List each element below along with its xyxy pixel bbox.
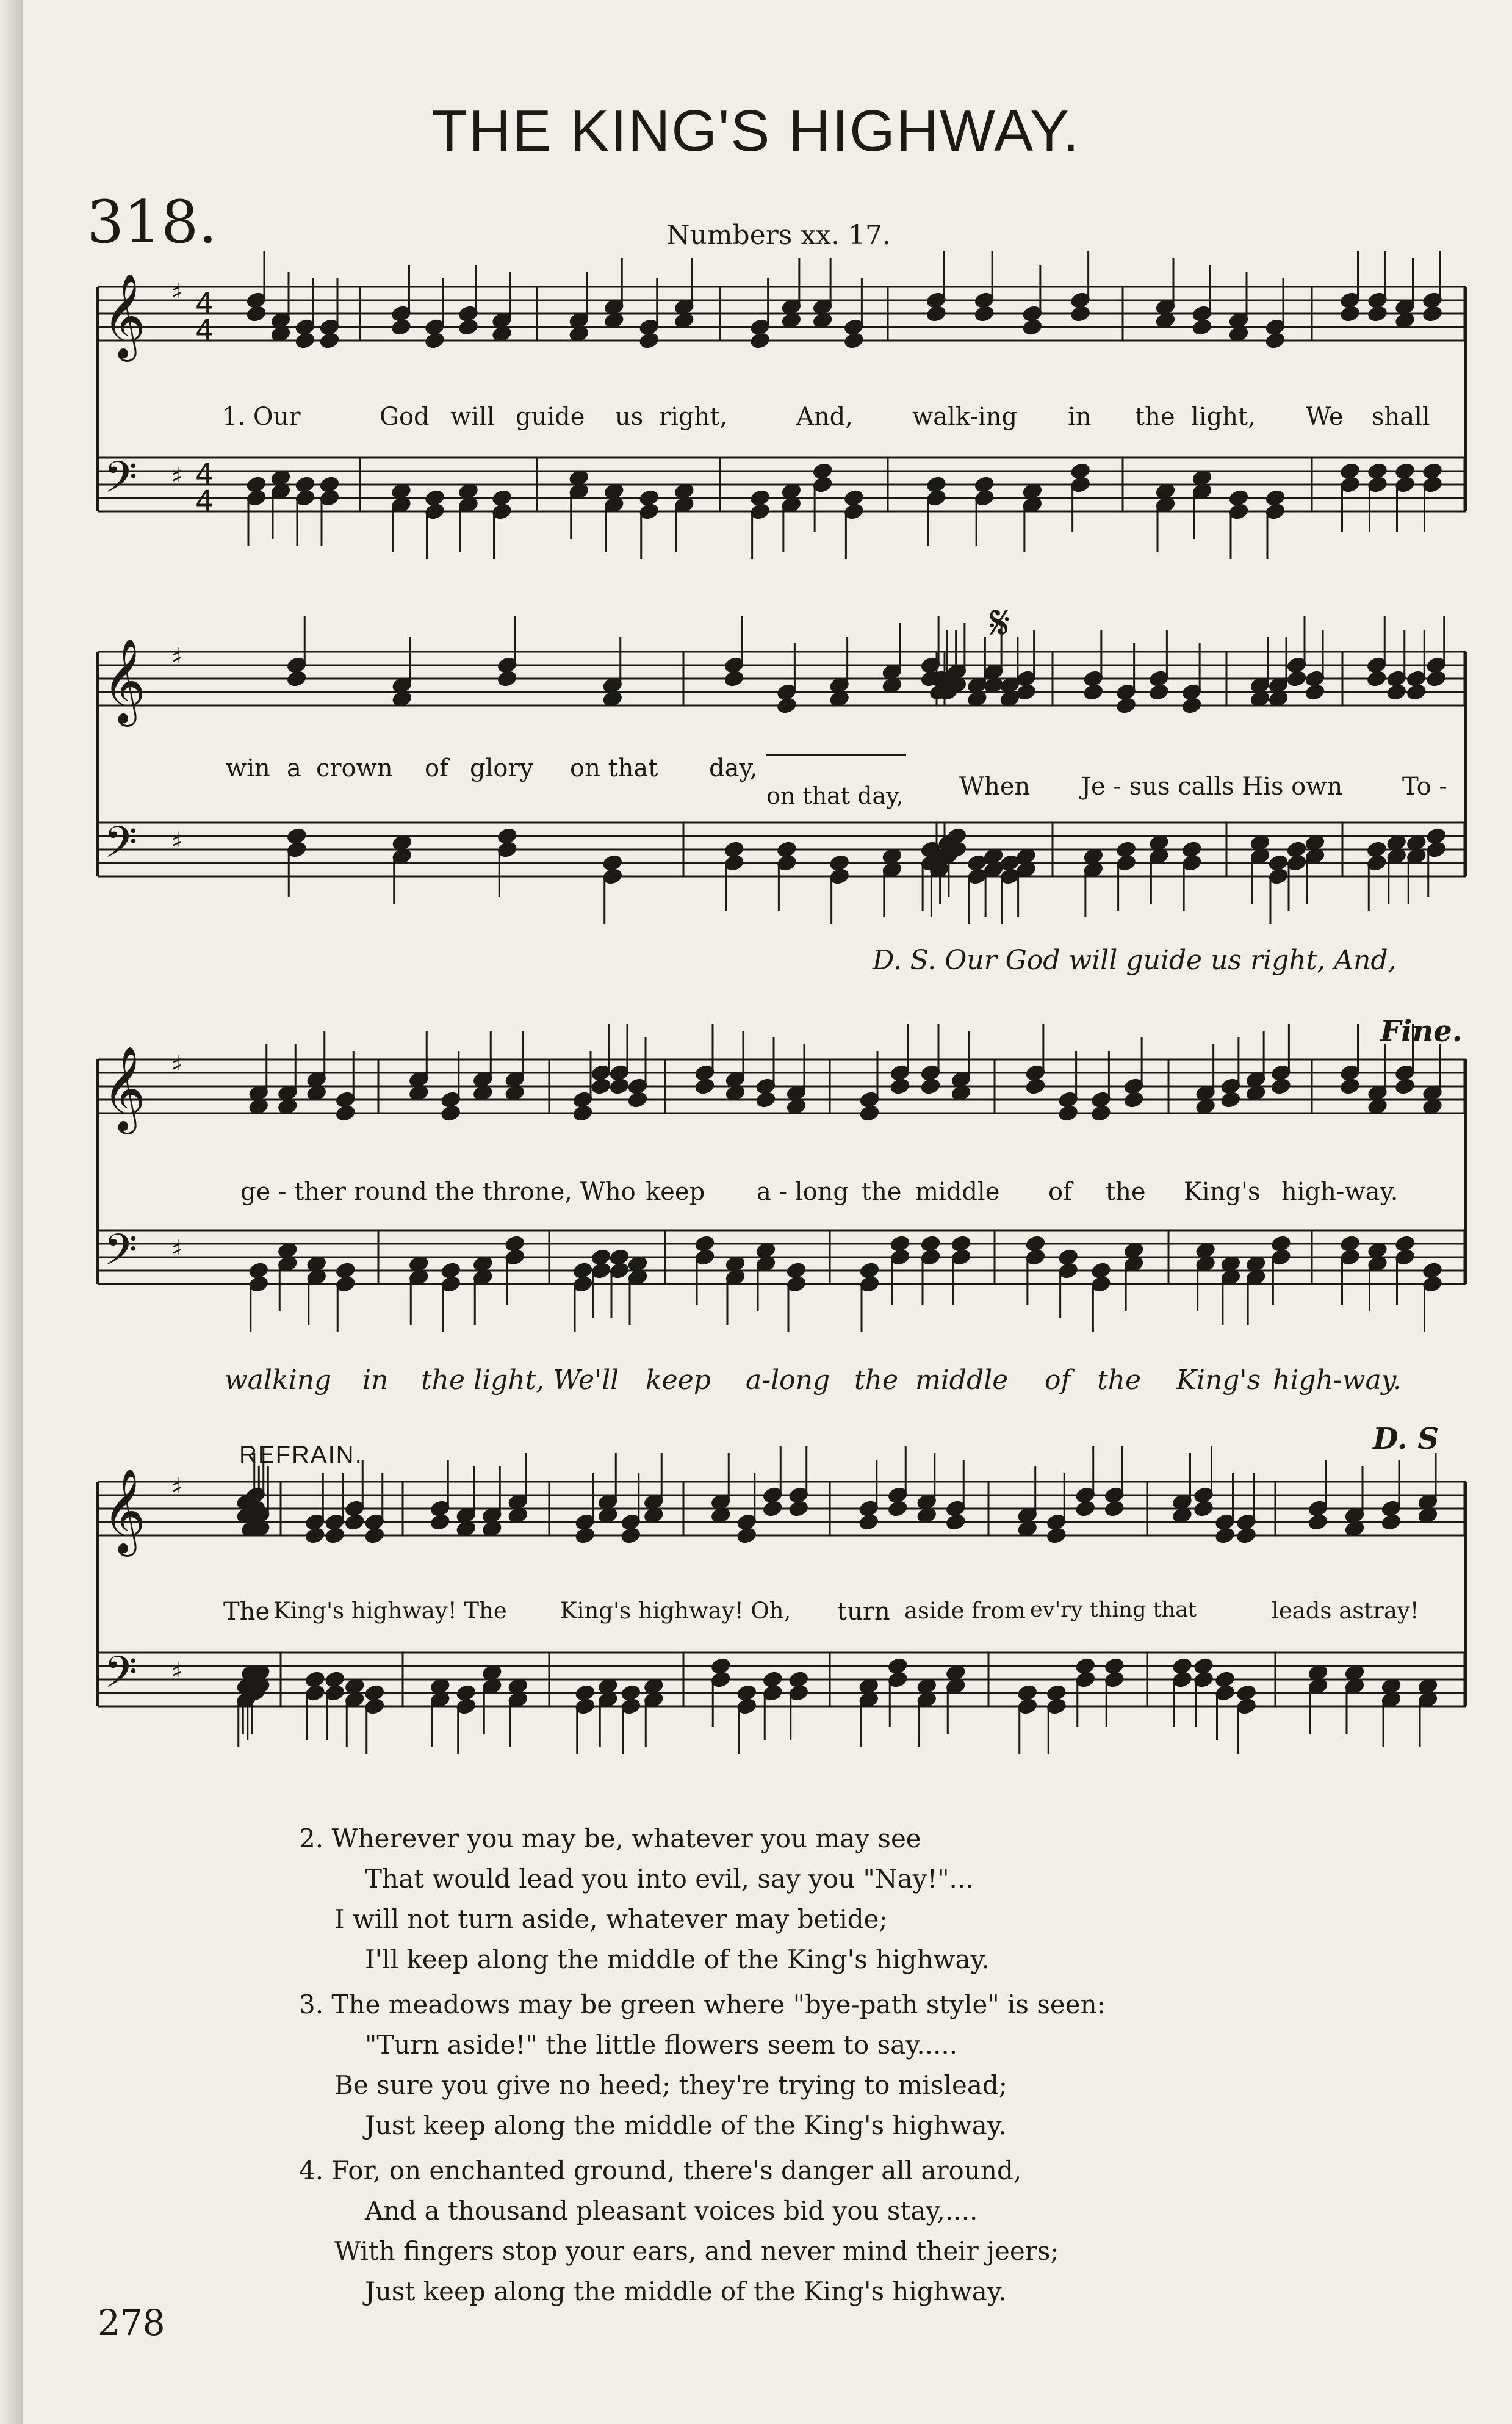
bass-clef-icon: 𝄢 [104, 1647, 138, 1708]
notehead [305, 1527, 325, 1544]
notehead [336, 1105, 356, 1122]
treble-clef-icon: 𝄞 [103, 638, 146, 723]
notehead [572, 1262, 592, 1279]
notehead [999, 854, 1020, 871]
notehead [736, 1684, 757, 1701]
fine-mark: Fine. [1380, 1014, 1463, 1048]
lyric-s3-2: a - long [757, 1178, 849, 1206]
ds3-1: in [362, 1365, 389, 1396]
time-signature-icon: 4 [195, 314, 214, 348]
notehead [575, 1527, 595, 1544]
notehead [1395, 1078, 1415, 1095]
notehead [1422, 305, 1442, 322]
notehead [788, 1671, 808, 1688]
notehead [1193, 1500, 1214, 1517]
notehead [763, 1671, 783, 1688]
lyric-s4-5: ev'ry thing that [1030, 1598, 1197, 1622]
lyric-s1-6: And, [796, 403, 853, 431]
notehead [888, 1657, 908, 1675]
notehead [602, 854, 622, 871]
treble-clef-icon: 𝄞 [103, 1046, 146, 1131]
lyric-s1-2: will [450, 403, 495, 431]
notehead [1091, 1105, 1111, 1122]
treble-clef-icon: 𝄞 [103, 1468, 146, 1553]
notehead [1116, 697, 1136, 714]
notehead [319, 476, 339, 493]
notehead [1104, 1500, 1125, 1517]
notehead [295, 332, 315, 349]
bass-clef-icon: 𝄢 [104, 452, 138, 513]
notehead [1286, 841, 1306, 858]
lyric-s2-7: When [959, 773, 1031, 801]
ds3-6: the [854, 1365, 899, 1396]
notehead [425, 332, 445, 349]
notehead [1182, 697, 1202, 714]
notehead [1386, 684, 1406, 701]
notehead [505, 1235, 525, 1252]
lyric-s4-4: aside from [904, 1598, 1026, 1624]
notehead [1025, 1078, 1045, 1095]
lyric-s3-5: of [1048, 1178, 1072, 1206]
sharp-icon: ♯ [171, 278, 183, 306]
notehead [1367, 463, 1388, 480]
lyric-s2-2: crown [316, 754, 393, 782]
notehead [639, 332, 659, 349]
notehead [430, 1513, 450, 1531]
stanza-line: 2. Wherever you may be, whatever you may see [299, 1823, 921, 1853]
lyric-s2-9: To - [1402, 773, 1447, 801]
notehead [786, 1262, 806, 1279]
notehead [974, 305, 995, 322]
stanzas [299, 1819, 1106, 2312]
notehead [1193, 1657, 1214, 1675]
notehead [345, 1513, 365, 1531]
treble-clef-icon: 𝄞 [103, 273, 146, 358]
notehead [763, 1500, 783, 1517]
stanza-line: That would lead you into evil, say you "Nay!"... [365, 1864, 974, 1894]
notehead [694, 1078, 715, 1095]
lyric-s1-5: right, [659, 403, 728, 431]
sharp-icon: ♯ [171, 828, 183, 856]
ds3-3: light, We'll [473, 1365, 619, 1396]
ds-mark: D. S [1373, 1422, 1439, 1456]
lyric-s4-0: The [223, 1598, 270, 1626]
lyric-s4-1: King's highway! The [273, 1598, 507, 1624]
notehead [1192, 319, 1212, 336]
notehead [946, 1513, 966, 1531]
notehead [755, 1091, 776, 1108]
notehead [1265, 332, 1285, 349]
lyric-s1-4: us [615, 403, 644, 431]
notehead [1215, 1527, 1235, 1544]
lyric-s2-8: Je - sus calls His own [1081, 773, 1343, 801]
notehead [974, 476, 995, 493]
notehead [1340, 1078, 1360, 1095]
notehead [813, 463, 833, 480]
notehead [750, 332, 770, 349]
notehead [492, 489, 512, 507]
sharp-icon: ♯ [171, 1657, 183, 1686]
stanza-line: "Turn aside!" the little flowers seem to say..... [365, 2030, 958, 2060]
lyric-s4-6: leads astray! [1272, 1598, 1419, 1624]
lyric-s1-9: the [1135, 403, 1175, 431]
notehead [829, 854, 849, 871]
notehead [1271, 1078, 1291, 1095]
notehead [1075, 1657, 1095, 1675]
notehead [920, 1078, 940, 1095]
notehead [1172, 1657, 1192, 1675]
notehead [1058, 1105, 1078, 1122]
bass-clef-icon: 𝄢 [104, 1225, 138, 1286]
notehead [1215, 1671, 1235, 1688]
notehead [890, 1078, 910, 1095]
notehead [1340, 1235, 1360, 1252]
notehead [1340, 305, 1360, 322]
lyric-s4-2: King's highway! Oh, [560, 1598, 791, 1624]
notehead [1367, 670, 1387, 687]
lyric-s2-4: glory [470, 754, 534, 782]
notehead [336, 1262, 356, 1279]
stanza-line: 3. The meadows may be green where "bye-path style" is seen: [299, 1989, 1106, 2019]
stanza-line: Be sure you give no heed; they're trying to mislead; [334, 2070, 1007, 2100]
notehead [1426, 828, 1446, 845]
notehead [1182, 841, 1202, 858]
notehead [1070, 305, 1090, 322]
lyric-s2-1: a [287, 754, 301, 782]
lyric-s2-6: day, [709, 754, 758, 782]
page-title: THE KING'S HIGHWAY. [431, 98, 1081, 164]
stanza-line: Just keep along the middle of the King's highway. [365, 2276, 1007, 2306]
notehead [458, 319, 478, 336]
notehead [1025, 1235, 1045, 1252]
stanza-line: I'll keep along the middle of the King's highway. [365, 1944, 990, 1974]
segno-sign: 𝄋 [990, 596, 1010, 651]
notehead [1422, 463, 1442, 480]
lyric-s1-12: shall [1372, 403, 1430, 431]
notehead [1367, 841, 1387, 858]
lyric-s1-11: We [1306, 403, 1344, 431]
notehead [621, 1684, 641, 1701]
notehead [425, 489, 445, 507]
notehead [1305, 684, 1325, 701]
notehead [391, 319, 411, 336]
ds3-11: high-way. [1273, 1365, 1402, 1396]
notehead [497, 828, 517, 845]
notehead [888, 1500, 908, 1517]
notehead [1104, 1657, 1125, 1675]
notehead [1236, 1684, 1256, 1701]
notehead [967, 854, 987, 871]
notehead [1406, 684, 1427, 701]
notehead [246, 476, 266, 493]
lyric-s1-1: God [380, 403, 430, 431]
lyric-s3-8: high-way. [1281, 1178, 1399, 1206]
page-number: 278 [98, 2302, 165, 2343]
lyric-s1-0: 1. Our [222, 403, 301, 431]
notehead [736, 1527, 757, 1544]
ds3-4: keep [646, 1365, 711, 1396]
notehead [591, 1249, 611, 1266]
notehead [777, 841, 797, 858]
notehead [246, 305, 266, 322]
notehead [295, 476, 315, 493]
notehead [441, 1262, 461, 1279]
lyric-s1-10: light, [1191, 403, 1256, 431]
lyric-s3-3: the [862, 1178, 902, 1206]
lyric-s3-6: the [1106, 1178, 1146, 1206]
lyric-s1-3: guide [516, 403, 585, 431]
notehead [1149, 684, 1169, 701]
notehead [1367, 305, 1388, 322]
notehead [859, 1513, 879, 1531]
notehead [711, 1657, 731, 1675]
notehead [859, 1262, 879, 1279]
notehead [305, 1671, 325, 1688]
notehead [248, 1262, 268, 1279]
notehead [1236, 1527, 1256, 1544]
notehead [1091, 1262, 1111, 1279]
ds3-2: the [421, 1365, 466, 1396]
notehead [1046, 1527, 1067, 1544]
notehead [788, 1500, 808, 1517]
notehead [724, 841, 744, 858]
sharp-icon: ♯ [171, 1235, 183, 1263]
notehead [1228, 489, 1248, 507]
lyric-s3-1: keep [646, 1178, 705, 1206]
ds3-7: middle [915, 1365, 1009, 1396]
notehead [1058, 1249, 1078, 1266]
notehead [609, 1078, 629, 1095]
lyric-s2-5: on that [570, 754, 658, 782]
lyric-s1-8: in [1068, 403, 1092, 431]
extender-line [766, 754, 906, 756]
lyric-s3-7: King's [1184, 1178, 1261, 1206]
ds3-8: of [1045, 1365, 1071, 1396]
notehead [1286, 670, 1306, 687]
notehead [920, 1235, 940, 1252]
notehead [591, 1078, 611, 1095]
notehead [1116, 841, 1136, 858]
notehead [1017, 1684, 1037, 1701]
notehead [1083, 684, 1103, 701]
notehead [1124, 1091, 1144, 1108]
stanza-line: 4. For, on enchanted ground, there's danger all around, [299, 2155, 1022, 2185]
stanza-line: Just keep along the middle of the King's highway. [365, 2110, 1007, 2140]
lyric-s2-small: on that day, [766, 782, 904, 809]
notehead [287, 670, 307, 687]
notehead [1016, 684, 1036, 701]
notehead [319, 332, 339, 349]
lyric-s4-3: turn [837, 1598, 890, 1626]
notehead [926, 476, 946, 493]
notehead [1268, 854, 1288, 871]
sharp-icon: ♯ [171, 463, 183, 491]
ds3-5: a-long [746, 1365, 830, 1396]
hymn-number: 318. [87, 188, 217, 256]
notehead [844, 332, 864, 349]
notehead [1426, 670, 1446, 687]
bass-clef-icon: 𝄢 [104, 817, 138, 878]
ds3-10: King's [1176, 1365, 1261, 1396]
notehead [1022, 319, 1042, 336]
notehead [1308, 1513, 1328, 1531]
notehead [627, 1091, 647, 1108]
notehead [287, 828, 307, 845]
notehead [1271, 1235, 1291, 1252]
notehead [441, 1105, 461, 1122]
notehead [844, 489, 864, 507]
notehead [1340, 463, 1360, 480]
notehead [456, 1684, 476, 1701]
notehead [639, 489, 659, 507]
notehead [1220, 1091, 1240, 1108]
time-signature-icon: 4 [195, 287, 214, 321]
ds3-0: walking [225, 1365, 332, 1396]
notehead [497, 670, 517, 687]
stanza-3 [299, 1985, 1106, 2146]
notehead [1075, 1500, 1095, 1517]
ds3-9: the [1097, 1365, 1142, 1396]
stanza-line: And a thousand pleasant voices bid you stay,.... [365, 2196, 978, 2226]
notehead [1046, 1684, 1067, 1701]
stanza-line: With fingers stop your ears, and never mind their jeers; [334, 2236, 1059, 2266]
lyric-s2-0: win [226, 754, 270, 782]
stanza-2 [299, 1819, 1106, 1980]
notehead [1265, 489, 1285, 507]
scripture-reference: Numbers xx. 17. [666, 220, 891, 251]
notehead [609, 1249, 629, 1266]
lyric-s1-7: walk-ing [912, 403, 1018, 431]
notehead [926, 305, 946, 322]
lyric-s2-3: of [425, 754, 448, 782]
notehead [325, 1671, 345, 1688]
notehead [750, 489, 770, 507]
stanza-4 [299, 2151, 1106, 2312]
notehead [572, 1105, 592, 1122]
notehead [724, 670, 744, 687]
lyric-s3-4: middle [915, 1178, 1000, 1206]
notehead [325, 1527, 345, 1544]
notehead [1422, 1262, 1442, 1279]
stanza-line: I will not turn aside, whatever may betide; [334, 1904, 888, 1934]
notehead [364, 1527, 384, 1544]
notehead [890, 1235, 910, 1252]
notehead [1395, 463, 1415, 480]
notehead [1381, 1513, 1401, 1531]
notehead [1395, 1235, 1415, 1252]
notehead [777, 697, 797, 714]
ds-lyric-line: D. S. Our God will guide us right, And, [873, 945, 1397, 976]
notehead [694, 1235, 715, 1252]
notehead [859, 1105, 879, 1122]
notehead [1070, 463, 1090, 480]
refrain-label: REFRAIN. [239, 1441, 363, 1468]
time-signature-icon: 4 [195, 485, 214, 519]
time-signature-icon: 4 [195, 458, 214, 492]
sharp-icon: ♯ [171, 1051, 183, 1079]
notehead [621, 1527, 641, 1544]
sharp-icon: ♯ [171, 643, 183, 671]
notehead [575, 1684, 595, 1701]
notehead [364, 1684, 384, 1701]
sharp-icon: ♯ [171, 1473, 183, 1501]
lyric-s3-0: ge - ther round the throne, Who [240, 1178, 636, 1206]
notehead [951, 1235, 971, 1252]
